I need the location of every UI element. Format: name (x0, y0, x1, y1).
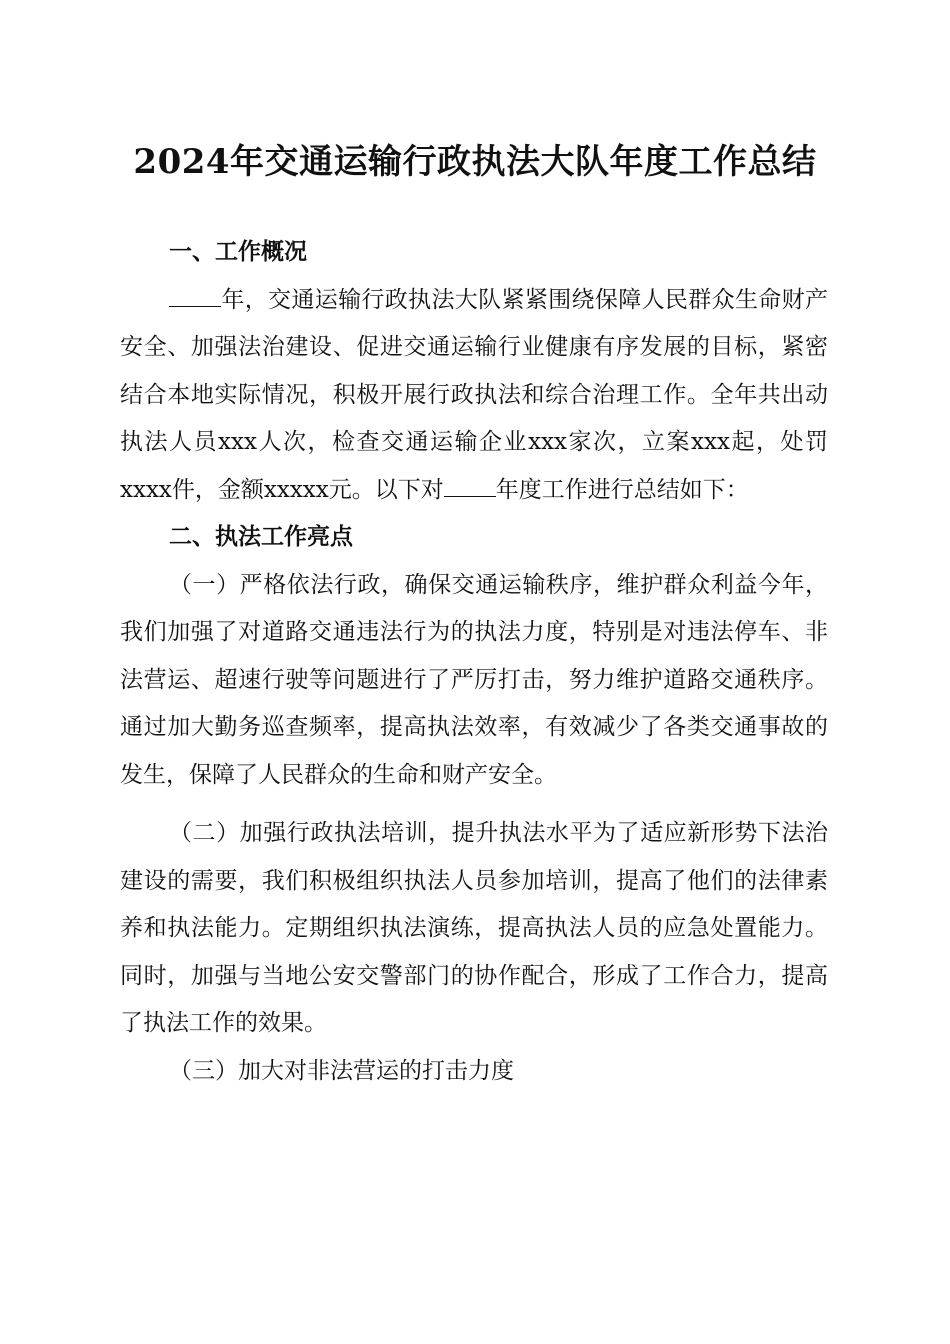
overview-text-1: 年，交通运输行政执法大队紧紧围绕保障人民群众生命财产安全、加强法治建设、促进交通运输行业健康有序发展的目标，紧密结合本地实际情况，积极开展行政执法和综合治理工作。全年共出动执法人员xxx人次，检查交通运输企业xxx家次，立案xxx起，处罚xxxx件，金额xxxxx元。以下对 (120, 286, 828, 503)
document-body (120, 229, 828, 1095)
section-heading-overview: 一、工作概况 (169, 239, 307, 265)
year-blank-2 (444, 476, 496, 497)
year-blank (169, 286, 221, 307)
overview-text-2: 年度工作进行总结如下： (495, 476, 749, 503)
highlight-item-2: （二）加强行政执法培训，提升执法水平为了适应新形势下法治建设的需要，我们积极组织执法人员参加培训，提高了他们的法律素养和执法能力。定期组织执法演练，提高执法人员的应急处置能力。同时，加强与当地公安交警部门的协作配合，形成了工作合力，提高了执法工作的效果。 (120, 820, 828, 1036)
overview-paragraph (120, 277, 828, 515)
highlight-item-3: （三）加大对非法营运的打击力度 (169, 1057, 514, 1084)
highlight-item-1: （一）严格依法行政，确保交通运输秩序，维护群众利益今年，我们加强了对道路交通违法行为的执法力度，特别是对违法停车、非法营运、超速行驶等问题进行了严厉打击，努力维护道路交通秩序。通过加大勤务巡查频率，提高执法效率，有效减少了各类交通事故的发生，保障了人民群众的生命和财产安全。 (120, 571, 828, 788)
section-heading-highlights: 二、执法工作亮点 (169, 524, 353, 550)
document-title: 2024年交通运输行政执法大队年度工作总结 (133, 142, 817, 182)
